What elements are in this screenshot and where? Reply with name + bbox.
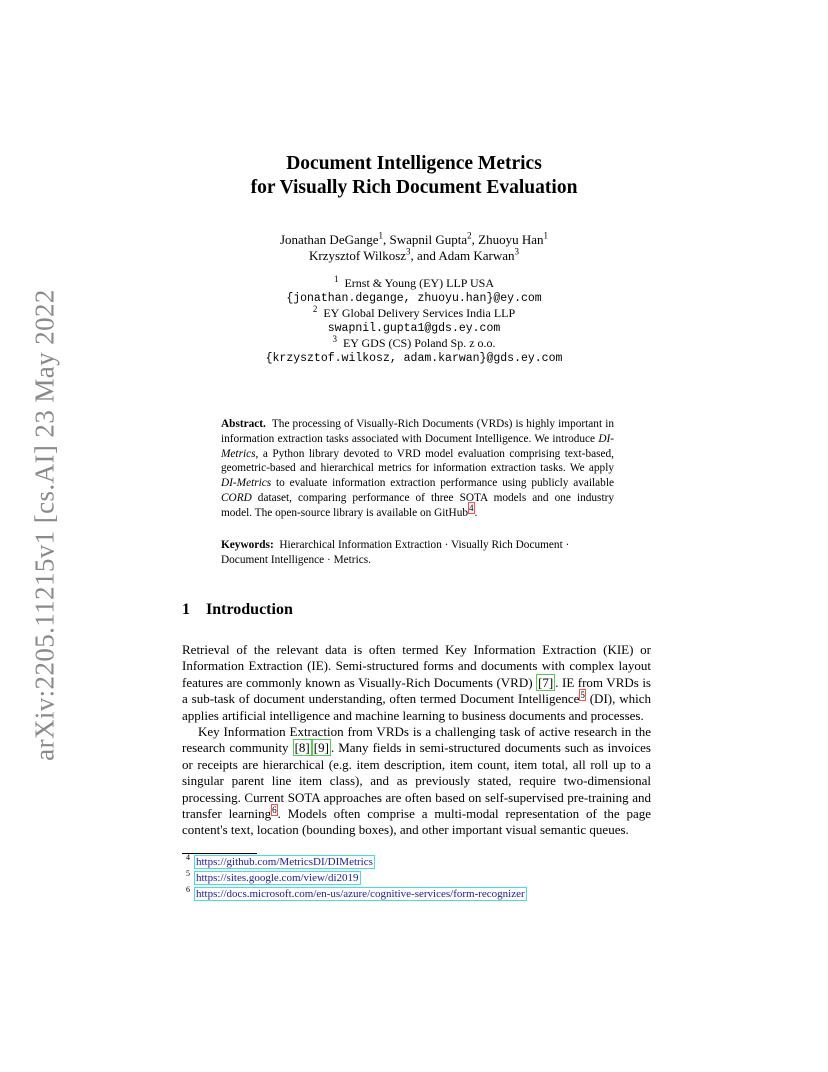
abstract [221, 417, 614, 521]
author-name: , and Adam Karwan [410, 248, 515, 263]
affiliation-name: EY Global Delivery Services India LLP [323, 306, 516, 320]
author-name: , Swapnil Gupta [383, 232, 468, 247]
abstract-emphasis: CORD [221, 491, 252, 504]
affiliation-sup: 1 [333, 274, 339, 284]
footnote-ref-link[interactable]: 5 [580, 689, 585, 700]
citation-link[interactable]: [7] [538, 674, 554, 690]
footnote-6 [182, 887, 527, 901]
paragraph-text: . IE from VRDs is a sub-task of document understanding, often termed Document Intelligence [182, 674, 651, 707]
intro-paragraph-2 [182, 724, 651, 839]
paragraph-text: . Many fields in semi-structured documents such as invoices or receipts are hierarchical (e.g. item description, item count, item total, all roll up to a singular parent line item class), and as previously stated, require two-dimensional processing. Current SOTA approaches are often based on self-supervised pre-training and transfer learning [182, 740, 651, 822]
affiliation-sup: 3 [332, 334, 337, 344]
author-sup: 3 [514, 246, 520, 257]
affiliation-email: swapnil.gupta1@gds.ey.com [327, 322, 501, 335]
footnote-mark: 4 [186, 853, 190, 863]
affiliation-1 [0, 276, 828, 291]
footnote-ref-link[interactable]: 6 [272, 804, 277, 815]
paragraph-text: (DI), which applies artificial intelligence and machine learning to business documents and processes. [182, 691, 651, 723]
author-list [0, 232, 828, 263]
paragraph-text: Retrieval of the relevant data is often termed Key Information Extraction (KIE) or Information Extraction (IE). Semi-structured forms and documents with complex layout features are commonly known as Visually-Rich Documents (VRD) [182, 642, 651, 690]
citation-link[interactable]: [9] [313, 740, 329, 756]
section-heading [182, 601, 293, 619]
abstract-emphasis: DI-Metrics [221, 432, 614, 460]
author-sup: 1 [543, 230, 549, 241]
abstract-label: Abstract. [221, 418, 266, 430]
affiliation-name: Ernst & Young (EY) LLP USA [344, 276, 495, 290]
affiliation-2 [0, 306, 828, 321]
affiliation-email: {krzysztof.wilkosz, adam.karwan}@gds.ey.com [265, 352, 563, 365]
intro-paragraph-1 [182, 642, 651, 724]
footnote-rule [182, 853, 257, 854]
footnote-mark: 5 [186, 869, 190, 879]
footnote-5 [182, 871, 361, 885]
abstract-text: to evaluate information extraction performance using publicly available [271, 477, 614, 490]
footnote-4 [182, 855, 375, 869]
affiliation-email: {jonathan.degange, zhuoyu.han}@ey.com [286, 292, 542, 305]
author-sup: 1 [378, 230, 384, 241]
keywords-label: Keywords: [221, 539, 274, 551]
affiliation-name: EY GDS (CS) Poland Sp. z o.o. [342, 336, 496, 350]
footnote-url-link[interactable]: https://docs.microsoft.com/en-us/azure/cognitive-services/form-recognizer [196, 888, 525, 900]
affiliation-sup: 2 [312, 304, 318, 314]
abstract-text: The processing of Visually-Rich Documents (VRDs) is highly important in information extraction tasks associated with Document Intelligence. We introduce [221, 418, 614, 445]
paragraph-text: . Models often comprise a multi-modal representation of the page content's text, location (bounding boxes), and other important visual semantic queues. [182, 806, 651, 838]
section-number: 1 [182, 601, 190, 618]
abstract-emphasis: DI-Metrics [221, 477, 272, 490]
title-line-1: Document Intelligence Metrics [286, 153, 542, 174]
author-sup: 3 [406, 246, 411, 257]
author-sup: 2 [467, 230, 472, 241]
author-name: Krzysztof Wilkosz [308, 248, 407, 263]
footnote-url-link[interactable]: https://sites.google.com/view/di2019 [196, 872, 359, 884]
affiliations [0, 276, 828, 366]
title-line-2: for Visually Rich Document Evaluation [250, 177, 578, 198]
footnote-url-link[interactable]: https://github.com/MetricsDI/DIMetrics [196, 856, 373, 868]
arxiv-watermark: arXiv:2205.11215v1 [cs.AI] 23 May 2022 [29, 289, 60, 761]
paragraph-text: Key Information Extraction from VRDs is a challenging task of active research in the research community [182, 724, 651, 756]
citation-link[interactable]: [8] [294, 740, 310, 756]
keywords [221, 538, 614, 568]
author-name: , Zhuoyu Han [471, 232, 544, 247]
paper-title [0, 152, 828, 200]
abstract-text: , a Python library devoted to VRD model evaluation comprising text-based, geometric-based and hierarchical metrics for information extraction tasks. We apply [221, 447, 614, 475]
abstract-text: dataset, comparing performance of three SOTA models and one industry model. The open-source library is available on GitHub [221, 491, 614, 519]
section-title: Introduction [206, 601, 293, 618]
author-name: Jonathan DeGange [279, 232, 379, 247]
keywords-text: Hierarchical Information Extraction · Visually Rich Document · Document Intelligence · Metrics. [221, 539, 570, 566]
abstract-text: . [474, 506, 478, 519]
affiliation-3 [0, 336, 828, 351]
footnote-ref-link[interactable]: 4 [469, 503, 474, 514]
footnote-mark: 6 [186, 885, 190, 895]
